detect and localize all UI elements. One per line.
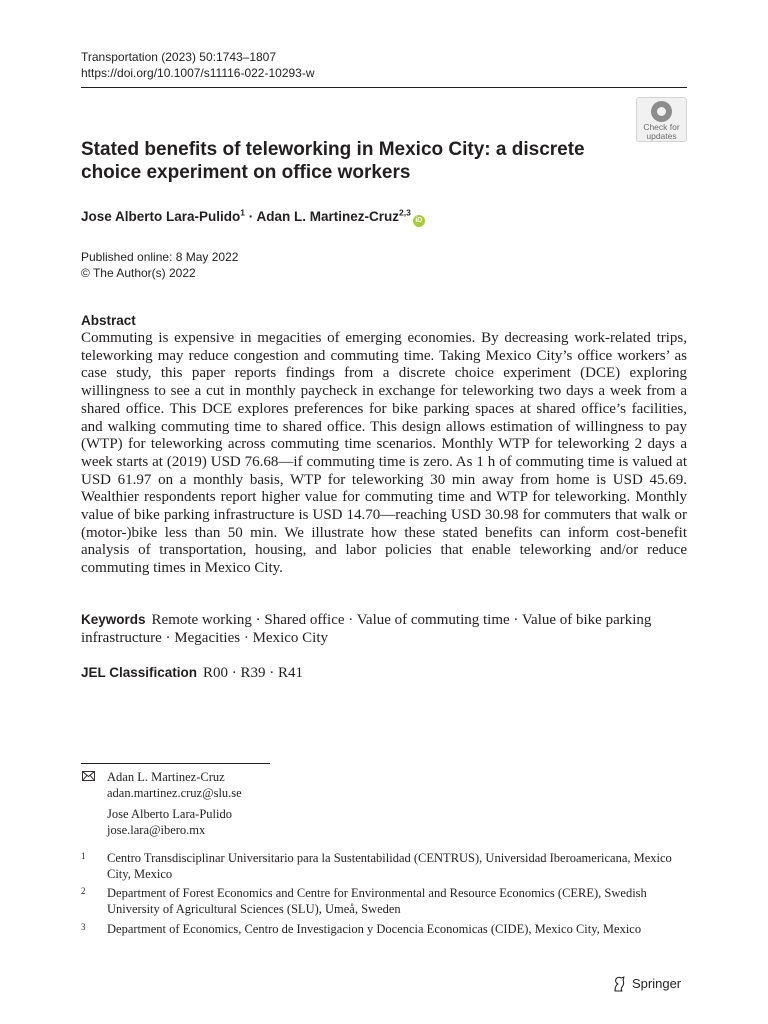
affiliation-text: Centro Transdisciplinar Universitario para la Sustentabilidad (CENTRUS), Universidad Iberoamericana, Mexico City, Mexico	[107, 851, 672, 881]
affiliation-text: Department of Economics, Centro de Investigacion y Docencia Economicas (CIDE), Mexico City, Mexico	[107, 922, 642, 936]
author-affiliation-ref: 2,3	[399, 207, 411, 218]
affiliation-number: 2	[81, 886, 86, 896]
header-divider	[81, 87, 687, 88]
author-name[interactable]: Adan L. Martinez-Cruz	[256, 209, 400, 224]
copyright: © The Author(s) 2022	[81, 266, 196, 280]
abstract-heading: Abstract	[81, 313, 136, 328]
author-separator: ·	[245, 209, 257, 224]
footnote-divider	[81, 763, 270, 764]
orcid-icon[interactable]: iD	[413, 215, 425, 227]
badge-label-line2: updates	[646, 130, 677, 141]
doi-link[interactable]: https://doi.org/10.1007/s11116-022-10293-w	[81, 66, 315, 80]
abstract-text: Commuting is expensive in megacities of emerging economies. By decreasing work-related trips, teleworking may reduce congestion and commuting time. Taking Mexico City’s office workers’ as case study, this paper reports findings from a discrete choice experiment (DCE) exploring willingness to see a cut in monthly paycheck in exchange for teleworking two days a week from a shared office. This DCE explores preferences for bike parking spaces at shared office’s facilities, and walking commuting time to shared office. This design allows estimation of willingness to pay (WTP) for teleworking across commuting time scenarios. Monthly WTP for teleworking 2 days a week starts at (2019) USD 76.68—if commuting time is zero. As 1 h of commuting time is valued at USD 61.97 on a monthly basis, WTP for teleworking 30 min away from home is USD 45.69. Wealthier respondents report higher value for commuting time and WTP for teleworking. Monthly value of bike parking infrastructure is USD 14.70—reaching USD 30.98 for commuters that walk or (motor-)bike less than 50 min. We illustrate how these stated benefits can inform cost-benefit analysis of transportation, housing, and labor policies that enable teleworking and/or reduce commuting times in Mexico City.	[81, 330, 687, 577]
springer-horse-icon	[612, 976, 626, 992]
publisher-logo	[612, 975, 681, 993]
update-circle-icon	[651, 101, 672, 122]
jel-codes: R00 · R39 · R41	[203, 665, 304, 681]
contact-email[interactable]: jose.lara@ibero.mx	[107, 822, 206, 837]
keywords-label: Keywords	[81, 612, 146, 627]
publisher-name: Springer	[632, 976, 682, 991]
publication-info	[81, 249, 238, 281]
jel-label: JEL Classification	[81, 665, 198, 680]
article-title: Stated benefits of teleworking in Mexico City: a discrete choice experiment on office workers	[81, 139, 585, 183]
affiliation-number: 3	[81, 922, 86, 932]
contact-email[interactable]: adan.martinez.cruz@slu.se	[107, 785, 242, 800]
envelope-icon	[82, 771, 95, 781]
journal-volume-line: Transportation (2023) 50:1743–1807	[81, 50, 277, 64]
badge-label-line1: Check for	[643, 122, 680, 132]
affiliation-text: Department of Forest Economics and Centre for Environmental and Resource Economics (CERE), Swedish University of Agricultural Sciences (SLU), Umeå, Sweden	[107, 886, 647, 916]
keywords-section	[81, 611, 687, 647]
published-date: Published online: 8 May 2022	[81, 250, 239, 264]
author-contact	[107, 807, 232, 838]
author-affiliation-ref: 1	[240, 207, 246, 218]
author-list	[81, 208, 425, 227]
check-for-updates-badge[interactable]	[636, 97, 687, 142]
keywords-text: Remote working · Shared office · Value of commuting time · Value of bike parking infrastructure · Megacities · Mexico City	[81, 612, 652, 646]
affiliation-number: 1	[81, 851, 86, 861]
contact-name: Jose Alberto Lara-Pulido	[107, 807, 232, 821]
journal-citation	[81, 49, 315, 81]
jel-section	[81, 664, 687, 682]
contact-name: Adan L. Martinez-Cruz	[107, 770, 225, 784]
author-name[interactable]: Jose Alberto Lara-Pulido	[81, 209, 241, 224]
corresponding-contact	[107, 770, 242, 801]
